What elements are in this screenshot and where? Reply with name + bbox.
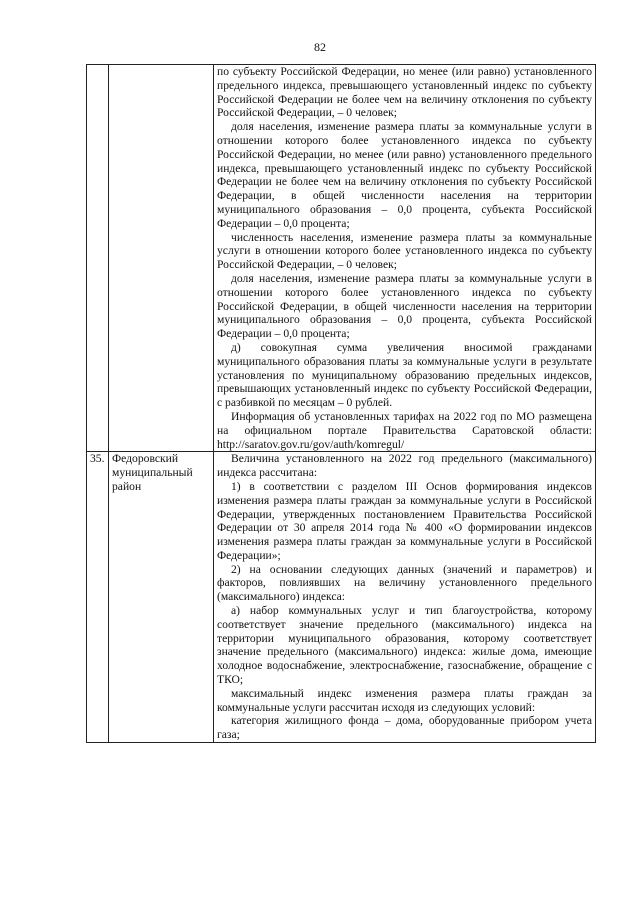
paragraph: Величина установленного на 2022 год предельного (максимального) индекса рассчитана: [217,452,592,480]
table-row [87,452,596,743]
paragraph: Информация об установленных тарифах на 2022 год по МО размещена на официальном портале Правительства Саратовской области: http://saratov.gov.ru/gov/auth/komregul/ [217,409,592,451]
document-table [86,64,596,743]
paragraph: доля населения, изменение размера платы за коммунальные услуги в отношении которого более установленного индекса по субъекту Российской Федерации, в общей численности населения на территории муниципального образования – 0,0 процента, субъекта Российской Федерации – 0,0 процента; [217,271,592,341]
paragraph: д) совокупная сумма увеличения вносимой гражданами муниципального образования платы за коммунальные услуги в результате установления по муниципальному образованию предельных индексов, превышающих установленный индекс по субъекту Российской Федерации, с разбивкой по месяцам – 0 рублей. [217,340,592,410]
paragraph: численность населения, изменение размера платы за коммунальные услуги в отношении которого более установленного индекса по субъекту Российской Федерации, – 0 человек; [217,230,592,272]
page-number: 82 [314,40,326,54]
paragraph: категория жилищного фонда – дома, оборудованные прибором учета газа; [217,714,592,742]
municipality-cell [109,65,214,452]
table-row [87,65,596,452]
municipality-cell [109,452,214,743]
row-number-cell [87,65,109,452]
paragraph: максимальный индекс изменения размера платы граждан за коммунальные услуги рассчитан исходя из следующих условий: [217,686,592,714]
paragraph: 2) на основании следующих данных (значений и параметров) и факторов, повлиявших на величину установленного предельного (максимального) индекса: [217,562,592,604]
paragraph: доля населения, изменение размера платы за коммунальные услуги в отношении которого более установленного индекса по субъекту Российской Федерации, но менее (или равно) установленного предельного индекса, превышающего установленный индекс по субъекту Российской Федерации не более чем на величину отклонения по субъекту Российской Федерации, в общей численности населения на территории муниципального образования – 0,0 процента, субъекта Российской Федерации – 0,0 процента; [217,120,592,230]
municipality-name: Федоровский муниципальный район [112,452,193,493]
paragraph: по субъекту Российской Федерации, но менее (или равно) установленного предельного индекса, превышающего установленный индекс по субъекту Российской Федерации не более чем на величину отклонения по субъекту Российской Федерации, – 0 человек; [217,65,592,120]
row-number-cell: 35. [87,452,109,743]
description-cell [214,65,596,452]
paragraph: а) набор коммунальных услуг и тип благоустройства, которому соответствует значение предельного (максимального) индекса на территории муниципального образования, которому соответствует значение предельного (максимального) индекса: жилые дома, имеющие холодное водоснабжение, электроснабжение, газоснабжение, обращение с ТКО; [217,604,592,687]
description-cell [214,452,596,743]
paragraph: 1) в соответствии с разделом III Основ формирования индексов изменения размера платы граждан за коммунальные услуги в Российской Федерации, утвержденных постановлением Правительства Российской Федерации от 30 апреля 2014 года № 400 «О формировании индексов изменения размера платы граждан за коммунальные услуги в Российской Федерации»; [217,479,592,562]
